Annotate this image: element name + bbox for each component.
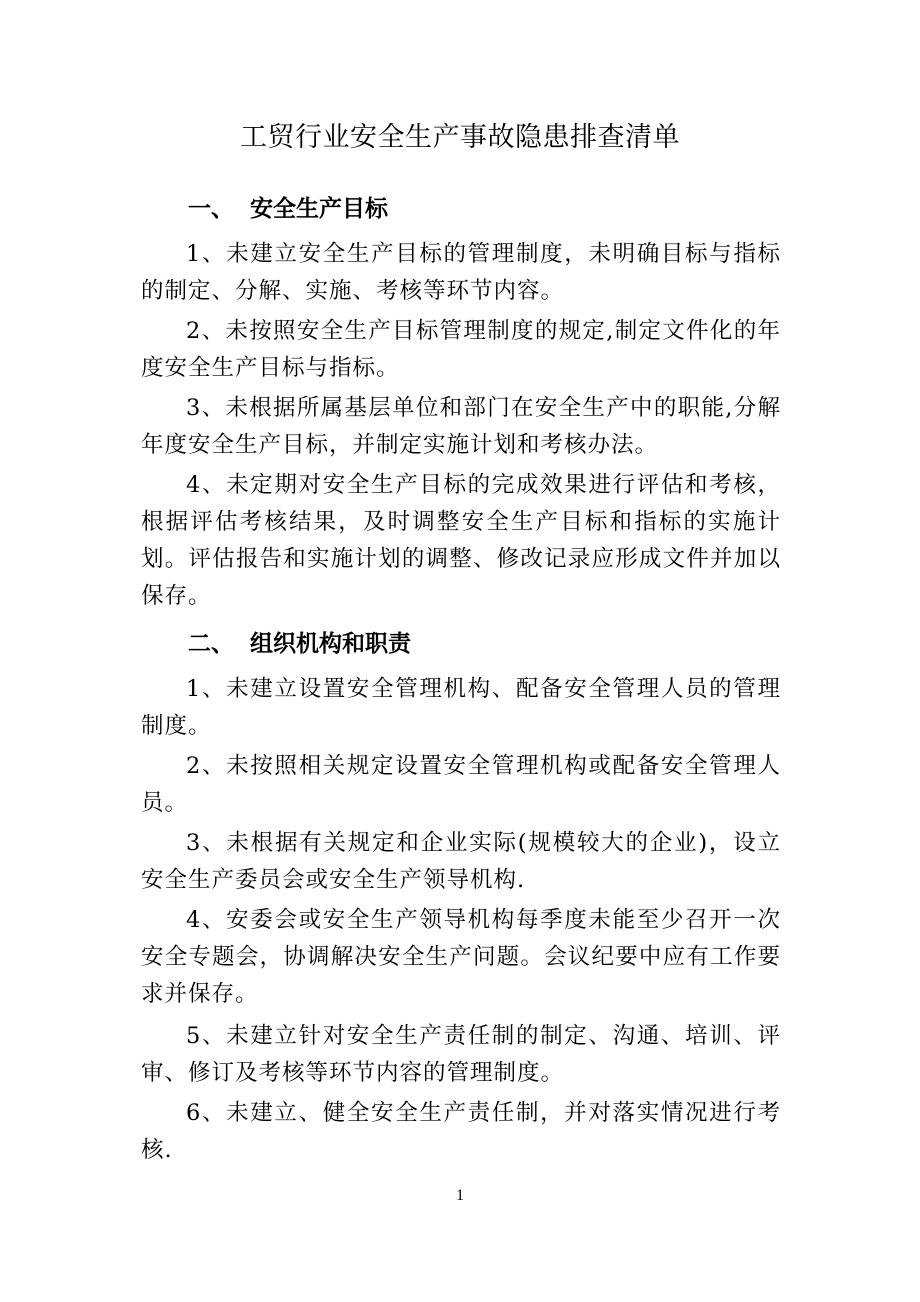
section-title: 组织机构和职责: [250, 631, 411, 657]
section-heading-safety-goals: [188, 189, 388, 229]
list-item: 3、未根据所属基层单位和部门在安全生产中的职能,分解年度安全生产目标，并制定实施计划和考核办法。: [141, 395, 781, 458]
list-item: 6、未建立、健全安全生产责任制，并对落实情况进行考核.: [141, 1100, 781, 1163]
page-number: 1: [456, 1187, 464, 1204]
list-item: 4、安委会或安全生产领导机构每季度未能至少召开一次安全专题会，协调解决安全生产问题。会议纪要中应有工作要求并保存。: [141, 907, 781, 1007]
section-number: 一、: [188, 196, 234, 222]
section-heading-organization: [188, 624, 411, 664]
list-item: 5、未建立针对安全生产责任制的制定、沟通、培训、评审、修订及考核等环节内容的管理制度。: [141, 1023, 781, 1086]
list-item: 1、未建立安全生产目标的管理制度，未明确目标与指标的制定、分解、实施、考核等环节内容。: [141, 241, 781, 304]
list-item: 2、未按照安全生产目标管理制度的规定,制定文件化的年度安全生产目标与指标。: [141, 318, 781, 381]
list-item: 1、未建立设置安全管理机构、配备安全管理人员的管理制度。: [141, 676, 781, 739]
section-number: 二、: [188, 631, 234, 657]
list-item: 3、未根据有关规定和企业实际(规模较大的企业)，设立安全生产委员会或安全生产领导机构.: [141, 830, 781, 893]
list-item: 4、未定期对安全生产目标的完成效果进行评估和考核，根据评估考核结果，及时调整安全生产目标和指标的实施计划。评估报告和实施计划的调整、修改记录应形成文件并加以保存。: [141, 472, 781, 609]
document-title: 工贸行业安全生产事故隐患排查清单: [240, 122, 680, 153]
list-item: 2、未按照相关规定设置安全管理机构或配备安全管理人员。: [141, 753, 781, 816]
section-title: 安全生产目标: [250, 196, 388, 222]
